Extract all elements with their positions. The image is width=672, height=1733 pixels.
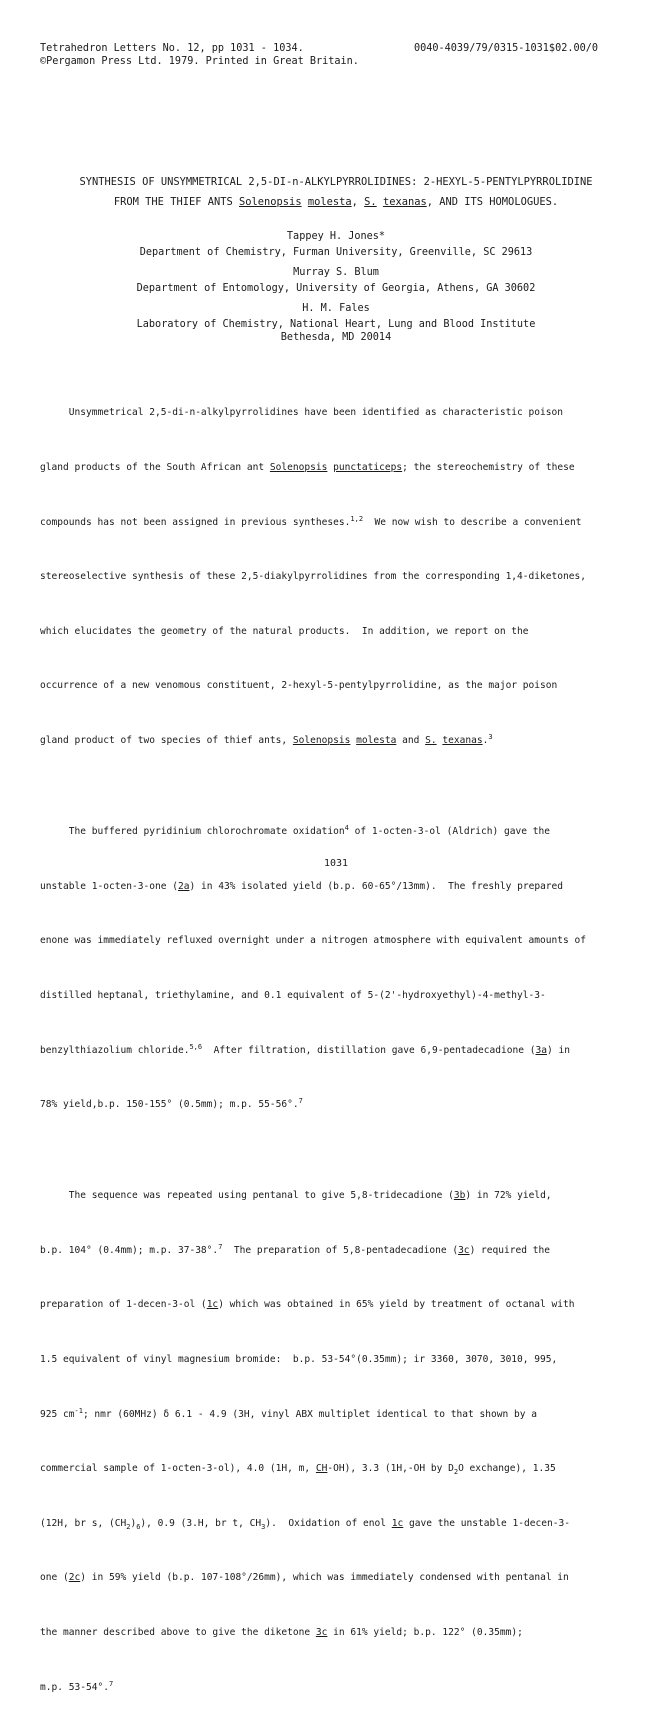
- author-name: Murray S. Blum: [293, 267, 379, 278]
- author-name: H. M. Fales: [302, 303, 370, 314]
- author-affiliation: Department of Entomology, University of Georgia, Athens, GA 30602: [136, 283, 536, 294]
- journal-citation: Tetrahedron Letters No. 12, pp 1031 - 1034.: [40, 43, 304, 54]
- page-number: 1031: [323, 858, 349, 869]
- paragraph-2: The buffered pyridinium chlorochromate oxidation$^4$ of 1-octen-3-ol (Aldrich) gave the unstable 1-octen-3-one (2a) in 43% isolated yield (b.p. 60-65°/13mm). The freshly prepared enone was immediately refluxed overnight under a nitrogen atmosphere with equivalent amounts of distilled heptanal, triethylamine, and 0.1 equivalent of 5-(2'-hydroxyethyl)-4-methyl-3- benzylthiazolium chloride.$^{5,6}$ After filtration, distillation gave 6,9-pentadecadione (3a) in 78% yield,b.p. 150-155° (0.5mm); m.p. 55-56°.$^7$: [40, 823, 587, 1111]
- paragraph-3: The sequence was repeated using pentanal to give 5,8-tridecadione (3b) in 72% yield, b.p. 104° (0.4mm); m.p. 37-38°.$^7$ The preparation of 5,8-pentadecadione (3c) required the preparation of 1-decen-3-ol (1c) which was obtained in 65% yield by treatment of octanal with 1.5 equivalent of vinyl magnesium bromide: b.p. 53-54°(0.35mm); ir 3360, 3070, 3010, 995, 925 $cm^{-1}$; nmr (60MHz) δ 6.1 - 4.9 (3H, vinyl ABX multiplet identical to that shown by a commercial sample of 1-octen-3-ol), 4.0 (1H, m, CH-OH), 3.3 (1H,-OH by $D_2O$ exchange), 1.35 (12H, br s, $(CH_2)_6$), 0.9 (3.H, br t, $CH_3$). Oxidation of enol 1c gave the unstable 1-decen-3- one (2c) in 59% yield (b.p. 107-108°/26mm), which was immediately condensed with pentanal in the manner described above to give the diketone 3c in 61% yield; b.p. 122° (0.35mm); m.p. 53-54°.$^7$: [40, 1190, 575, 1693]
- author-affiliation: Laboratory of Chemistry, National Heart, Lung and Blood Institute: [136, 319, 536, 330]
- body-text: [40, 368, 660, 1733]
- author-affiliation-city: Bethesda, MD 20014: [280, 332, 392, 343]
- paragraph-1: Unsymmetrical 2,5-di-n-alkylpyrrolidines have been identified as characteristic poison gland products of the South African ant Solenopsis punctaticeps; the stereochemistry of these compounds has not been assigned in previous syntheses.$^{1,2}$ We now wish to describe a convenient stereoselective synthesis of these 2,5-diakylpyrrolidines from the corresponding 1,4-diketones, which elucidates the geometry of the natural products. In addition, we report on the occurrence of a new venomous constituent, 2-hexyl-5-pentylpyrrolidine, as the major poison gland product of two species of thief ants, Solenopsis molesta and S. texanas.$^3$: [40, 407, 587, 747]
- author-name: Tappey H. Jones*: [286, 231, 386, 242]
- article-code: 0040-4039/79/0315-1031$02.00/0: [414, 43, 599, 54]
- copyright-line: ©Pergamon Press Ltd. 1979. Printed in Great Britain.: [40, 56, 359, 67]
- author-affiliation: Department of Chemistry, Furman University, Greenville, SC 29613: [139, 247, 533, 258]
- title-line-2: FROM THE THIEF ANTS Solenopsis molesta, S. texanas, AND ITS HOMOLOGUES.: [113, 196, 559, 208]
- title-line-1: SYNTHESIS OF UNSYMMETRICAL 2,5-DI-n-ALKYLPYRROLIDINES: 2-HEXYL-5-PENTYLPYRROLIDINE: [79, 176, 593, 188]
